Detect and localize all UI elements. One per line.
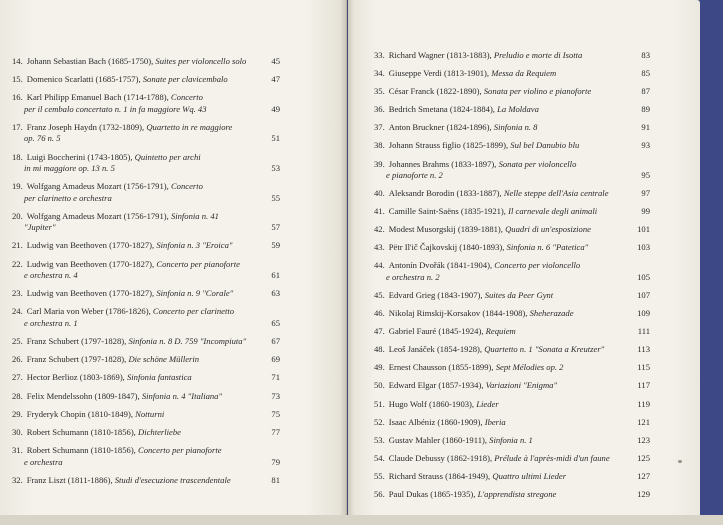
entry-page-number: 103: [637, 242, 650, 253]
entry-title-continued: e pianoforte n. 2: [386, 169, 443, 180]
toc-entry: [374, 308, 650, 319]
entry-composer: Aleksandr Borodin (1833-1887),: [388, 188, 502, 199]
entry-page-number: 83: [641, 50, 650, 60]
entry-number: 35.: [374, 86, 385, 97]
toc-entry: [374, 416, 650, 428]
entry-title: Sinfonia n. 8 D. 759 "Incompiuta": [128, 336, 247, 347]
entry-page-number: 117: [637, 380, 650, 391]
entry-page-number: 93: [641, 140, 650, 151]
toc-entry: [12, 211, 280, 234]
entry-composer: Richard Wagner (1813-1883),: [388, 50, 492, 60]
entry-number: 14.: [12, 56, 23, 66]
entry-title: Lieder: [476, 398, 499, 409]
entry-composer: Johannes Brahms (1833-1897),: [388, 158, 497, 169]
toc-entry: [374, 68, 650, 79]
entry-composer: Edvard Grieg (1843-1907),: [388, 289, 483, 300]
entry-title: Quadri di un'esposizione: [505, 224, 591, 235]
table-of-contents-left: [12, 56, 280, 493]
entry-page-number: 77: [271, 427, 280, 438]
entry-title: Sinfonia fantastica: [127, 372, 192, 383]
entry-composer: Ludwig van Beethoven (1770-1827),: [26, 288, 155, 299]
entry-number: 38.: [374, 140, 385, 151]
entry-number: 42.: [374, 224, 385, 235]
entry-number: 41.: [374, 206, 385, 217]
entry-number: 55.: [374, 470, 385, 481]
entry-title: Dichterliebe: [137, 427, 181, 438]
entry-title: Requiem: [485, 326, 516, 337]
entry-page-number: 107: [637, 289, 650, 300]
entry-composer: Hugo Wolf (1860-1903),: [388, 398, 475, 409]
entry-title-continued: in mi maggiore op. 13 n. 5: [24, 163, 115, 174]
entry-composer: Antonín Dvořák (1841-1904),: [388, 260, 493, 271]
entry-title: Concerto per clarinetto: [152, 306, 235, 317]
entry-title: Messa da Requiem: [491, 68, 557, 79]
entry-composer: Richard Strauss (1864-1949),: [388, 470, 491, 481]
toc-entry: [374, 488, 650, 500]
toc-entry: [12, 354, 280, 365]
toc-entry: [374, 206, 650, 217]
entry-number: 51.: [374, 398, 385, 409]
entry-title: Sinfonia n. 6 "Patetica": [506, 242, 589, 253]
entry-page-number: 45: [271, 56, 280, 66]
entry-title: Quartetto n. 1 "Sonata a Kreutzer": [484, 344, 605, 355]
entry-number: 48.: [374, 344, 385, 355]
entry-title: Sonata per violino e pianoforte: [483, 86, 592, 97]
entry-number: 47.: [374, 326, 385, 337]
entry-composer: Pëtr Il'ič Čajkovskij (1840-1893),: [388, 242, 505, 253]
entry-title: Sinfonia n. 1: [489, 434, 533, 445]
entry-composer: Bedrich Smetana (1824-1884),: [388, 104, 495, 115]
entry-composer: Ernest Chausson (1855-1899),: [388, 362, 494, 373]
toc-entry: [12, 181, 280, 204]
entry-number: 50.: [374, 380, 385, 391]
entry-number: 45.: [374, 289, 385, 300]
entry-number: 53.: [374, 434, 385, 445]
table-of-contents-right: [374, 50, 650, 507]
entry-number: 34.: [374, 68, 385, 79]
toc-entry: [374, 224, 650, 235]
entry-number: 17.: [12, 122, 23, 133]
entry-page-number: 51: [271, 133, 280, 144]
entry-composer: Anton Bruckner (1824-1896),: [388, 122, 492, 133]
entry-number: 24.: [12, 306, 23, 317]
entry-composer: Robert Schumann (1810-1856),: [26, 445, 136, 456]
entry-composer: Camille Saint-Saëns (1835-1921),: [388, 206, 506, 217]
entry-page-number: 99: [641, 206, 650, 217]
entry-page-number: 79: [271, 456, 280, 467]
entry-number: 31.: [12, 445, 23, 456]
entry-number: 33.: [374, 50, 385, 60]
entry-page-number: 55: [271, 192, 280, 203]
toc-entry: [374, 398, 650, 410]
entry-title-continued: op. 76 n. 5: [24, 133, 61, 144]
right-page: [348, 0, 700, 515]
toc-entry: [374, 344, 650, 355]
toc-entry: [12, 56, 280, 67]
entry-title: Concerto per violoncello: [494, 260, 581, 271]
entry-page-number: 69: [271, 354, 280, 365]
entry-title: Quintetto per archi: [134, 151, 201, 162]
toc-entry: [374, 326, 650, 337]
entry-page-number: 61: [271, 270, 280, 281]
toc-entry: [374, 188, 650, 199]
entry-number: 22.: [12, 258, 23, 269]
toc-entry: [374, 140, 650, 151]
entry-title: Prélude à l'après-midi d'un faune: [494, 452, 610, 463]
toc-entry: [12, 336, 280, 347]
entry-title: Preludio e morte di Isotta: [493, 50, 583, 60]
entry-number: 23.: [12, 288, 23, 299]
entry-page-number: 67: [271, 336, 280, 347]
entry-title: Studi d'esecuzione trascendentale: [114, 474, 231, 485]
entry-composer: Leoš Janáček (1854-1928),: [388, 344, 483, 355]
entry-composer: Ludwig van Beethoven (1770-1827),: [26, 240, 155, 251]
entry-title: Sul bel Danubio blu: [510, 140, 580, 151]
entry-page-number: 85: [641, 68, 650, 79]
entry-title: Il carnevale degli animali: [508, 206, 598, 217]
entry-page-number: 97: [641, 188, 650, 199]
entry-composer: Fryderyk Chopin (1810-1849),: [26, 408, 133, 419]
toc-entry: [12, 306, 280, 329]
entry-title: Concerto: [170, 92, 203, 103]
entry-composer: Edward Elgar (1857-1934),: [388, 380, 484, 391]
entry-title: Sonata per violoncello: [498, 158, 577, 169]
entry-page-number: 91: [641, 122, 650, 133]
entry-page-number: 95: [641, 169, 650, 180]
toc-entry: [374, 380, 650, 391]
entry-composer: Claude Debussy (1862-1918),: [388, 452, 493, 463]
entry-composer: Robert Schumann (1810-1856),: [26, 427, 136, 438]
toc-entry: [374, 50, 650, 61]
toc-entry: [12, 152, 280, 175]
entry-title-continued: e orchestra: [24, 456, 63, 467]
entry-title: Nelle steppe dell'Asia centrale: [503, 188, 609, 199]
entry-title-continued: "Jupiter": [24, 222, 56, 233]
entry-composer: César Franck (1822-1890),: [388, 86, 482, 97]
entry-composer: Johann Strauss figlio (1825-1899),: [388, 140, 509, 151]
entry-page-number: 119: [637, 398, 650, 409]
entry-number: 39.: [374, 158, 385, 169]
toc-entry: [12, 427, 280, 438]
entry-number: 19.: [12, 181, 23, 192]
entry-title: Iberia: [484, 416, 506, 427]
entry-title: Suites per violoncello solo: [155, 56, 247, 66]
entry-composer: Paul Dukas (1865-1935),: [388, 488, 476, 499]
entry-title: Concerto per pianoforte: [137, 445, 222, 456]
entry-composer: Modest Musorgskij (1839-1881),: [388, 224, 503, 235]
entry-number: 36.: [374, 104, 385, 115]
entry-page-number: 53: [271, 163, 280, 174]
entry-title: Sinfonia n. 8: [493, 122, 538, 133]
entry-title: Concerto per pianoforte: [156, 258, 240, 269]
entry-composer: Franz Schubert (1797-1828),: [26, 354, 127, 365]
entry-composer: Hector Berlioz (1803-1869),: [26, 372, 125, 383]
entry-page-number: 101: [637, 224, 650, 235]
toc-entry: [374, 452, 650, 464]
entry-composer: Franz Schubert (1797-1828),: [26, 336, 127, 347]
entry-page-number: 81: [271, 474, 280, 485]
entry-page-number: 109: [637, 308, 650, 319]
entry-page-number: 57: [271, 222, 280, 233]
entry-page-number: 115: [637, 362, 650, 373]
entry-number: 30.: [12, 427, 23, 438]
toc-entry: [12, 259, 280, 282]
entry-number: 56.: [374, 488, 385, 499]
entry-title: Quartetto in re maggiore: [146, 122, 233, 133]
book-cover-edge: [700, 0, 723, 525]
toc-entry: [374, 289, 650, 301]
entry-composer: Isaac Albéniz (1860-1909),: [388, 416, 483, 427]
left-page: [0, 0, 347, 515]
toc-entry: [12, 391, 280, 402]
toc-entry: [374, 260, 650, 283]
entry-composer: Felix Mendelssohn (1809-1847),: [26, 390, 140, 401]
toc-entry: [12, 74, 280, 85]
entry-composer: Wolfgang Amadeus Mozart (1756-1791),: [26, 181, 169, 192]
entry-number: 32.: [12, 474, 23, 485]
toc-entry: [12, 92, 280, 115]
entry-number: 26.: [12, 354, 23, 365]
entry-number: 37.: [374, 122, 385, 133]
entry-number: 52.: [374, 416, 385, 427]
entry-number: 44.: [374, 260, 385, 271]
toc-entry: [12, 372, 280, 383]
entry-title: Sonate per clavicembalo: [142, 74, 228, 85]
entry-page-number: 129: [637, 488, 650, 499]
entry-number: 15.: [12, 74, 23, 85]
entry-number: 29.: [12, 408, 23, 419]
toc-entry: [12, 409, 280, 420]
entry-number: 49.: [374, 362, 385, 373]
entry-page-number: 111: [637, 326, 650, 337]
entry-composer: Wolfgang Amadeus Mozart (1756-1791),: [26, 210, 169, 221]
entry-page-number: 49: [271, 103, 280, 114]
entry-number: 16.: [12, 92, 23, 103]
entry-page-number: 123: [637, 434, 650, 445]
entry-page-number: 127: [637, 470, 650, 481]
entry-title: Die schöne Müllerin: [128, 354, 200, 365]
entry-page-number: 71: [271, 372, 280, 383]
entry-title-continued: e orchestra n. 2: [386, 271, 440, 282]
entry-composer: Franz Joseph Haydn (1732-1809),: [26, 122, 145, 133]
entry-page-number: 63: [271, 288, 280, 299]
entry-title: Quattro ultimi Lieder: [492, 470, 567, 481]
toc-entry: [12, 288, 280, 299]
entry-title: Concerto: [170, 181, 203, 192]
entry-title: Sept Mélodies op. 2: [495, 362, 564, 373]
entry-number: 18.: [12, 151, 23, 162]
entry-composer: Johann Sebastian Bach (1685-1750),: [26, 56, 154, 66]
toc-entry: [374, 434, 650, 446]
entry-composer: Giuseppe Verdi (1813-1901),: [388, 68, 490, 79]
entry-title-continued: e orchestra n. 4: [24, 270, 78, 281]
entry-page-number: 59: [271, 240, 280, 251]
entry-title: Sinfonia n. 9 "Corale": [156, 288, 234, 299]
entry-composer: Domenico Scarlatti (1685-1757),: [26, 74, 141, 85]
entry-page-number: 65: [271, 317, 280, 328]
entry-number: 46.: [374, 308, 385, 319]
entry-title: La Moldava: [497, 104, 539, 115]
entry-number: 54.: [374, 452, 385, 463]
entry-page-number: 105: [637, 271, 650, 282]
entry-composer: Gustav Mahler (1860-1911),: [388, 434, 487, 445]
entry-title: Suites da Peer Gynt: [484, 289, 554, 300]
entry-title: Sheherazade: [529, 308, 574, 319]
toc-entry: [374, 242, 650, 253]
entry-page-number: 47: [271, 74, 280, 85]
entry-composer: Gabriel Fauré (1845-1924),: [388, 326, 484, 337]
entry-number: 40.: [374, 188, 385, 199]
entry-composer: Carl Maria von Weber (1786-1826),: [26, 306, 151, 317]
entry-page-number: 125: [637, 452, 650, 463]
entry-number: 20.: [12, 210, 23, 221]
entry-page-number: 113: [637, 344, 650, 355]
book-gutter: [340, 0, 354, 515]
entry-title: Sinfonia n. 41: [170, 210, 219, 221]
entry-number: 25.: [12, 336, 23, 347]
entry-page-number: 89: [641, 104, 650, 115]
entry-page-number: 73: [271, 390, 280, 401]
toc-entry: [12, 475, 280, 486]
toc-entry: [374, 122, 650, 133]
entry-number: 21.: [12, 240, 23, 251]
entry-title: Sinfonia n. 3 "Eroica": [156, 240, 233, 251]
entry-number: 27.: [12, 372, 23, 383]
entry-composer: Franz Liszt (1811-1886),: [26, 474, 113, 485]
entry-composer: Ludwig van Beethoven (1770-1827),: [26, 258, 155, 269]
paper-speck: [678, 460, 682, 463]
entry-page-number: 121: [637, 416, 650, 427]
entry-composer: Karl Philipp Emanuel Bach (1714-1788),: [26, 92, 169, 103]
entry-title-continued: e orchestra n. 1: [24, 317, 78, 328]
toc-entry: [374, 104, 650, 115]
entry-composer: Nikolaj Rimskij-Korsakov (1844-1908),: [388, 308, 528, 319]
toc-entry: [374, 470, 650, 482]
entry-title: Sinfonia n. 4 "Italiana": [141, 390, 223, 401]
entry-title-continued: per il cembalo concertato n. 1 in fa maggiore Wq. 43: [24, 103, 207, 114]
toc-entry: [374, 362, 650, 373]
toc-entry: [12, 445, 280, 468]
entry-title-continued: per clarinetto e orchestra: [24, 192, 112, 203]
toc-entry: [12, 240, 280, 251]
toc-entry: [12, 122, 280, 145]
entry-title: Notturni: [135, 408, 165, 419]
entry-page-number: 87: [641, 86, 650, 97]
entry-title: Variazioni "Enigma": [485, 380, 558, 391]
page-bottom-edge: [0, 515, 723, 525]
toc-entry: [374, 86, 650, 97]
entry-number: 28.: [12, 390, 23, 401]
entry-title: L'apprendista stregone: [477, 488, 557, 499]
toc-entry: [374, 158, 650, 182]
entry-page-number: 75: [271, 408, 280, 419]
entry-number: 43.: [374, 242, 385, 253]
entry-composer: Luigi Boccherini (1743-1805),: [26, 151, 133, 162]
